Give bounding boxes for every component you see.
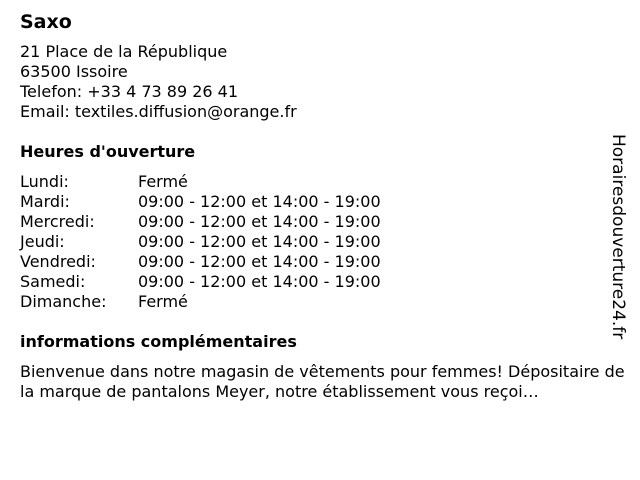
address-city: 63500 Issoire (20, 62, 128, 81)
opening-hours-heading: Heures d'ouverture (20, 142, 196, 161)
hours-value: 09:00 - 12:00 et 14:00 - 19:00 (138, 252, 381, 271)
email-label: Email: (20, 102, 70, 121)
business-card (20, 0, 632, 402)
hours-value: Fermé (138, 172, 188, 191)
hours-value: 09:00 - 12:00 et 14:00 - 19:00 (138, 272, 381, 291)
hours-value: 09:00 - 12:00 et 14:00 - 19:00 (138, 232, 381, 251)
hours-value: Fermé (138, 292, 188, 311)
hours-row-jeudi (20, 232, 632, 252)
day-label: Vendredi: (20, 252, 96, 271)
day-label: Samedi: (20, 272, 86, 291)
day-label: Dimanche: (20, 292, 107, 311)
address-street: 21 Place de la République (20, 42, 228, 61)
hours-row-samedi (20, 272, 632, 292)
hours-row-mercredi (20, 212, 632, 232)
email-row (20, 102, 632, 122)
hours-row-vendredi (20, 252, 632, 272)
day-label: Lundi: (20, 172, 69, 191)
email-link[interactable]: textiles.diffusion@orange.fr (74, 102, 297, 121)
hours-value: 09:00 - 12:00 et 14:00 - 19:00 (138, 192, 381, 211)
phone-number[interactable]: Telefon: +33 4 73 89 26 41 (20, 82, 239, 101)
opening-hours-table (20, 172, 632, 312)
additional-info-text: Bienvenue dans notre magasin de vêtements pour femmes! Dépositaire de la marque de pantalons Meyer, notre établissement vous reçoi… (20, 362, 625, 401)
site-watermark: Horairesdouverture24.fr (608, 134, 628, 340)
day-label: Mercredi: (20, 212, 95, 231)
day-label: Jeudi: (20, 232, 65, 251)
day-label: Mardi: (20, 192, 70, 211)
hours-row-dimanche (20, 292, 632, 312)
hours-row-lundi (20, 172, 632, 192)
hours-row-mardi (20, 192, 632, 212)
additional-info-heading: informations complémentaires (20, 332, 297, 351)
hours-value: 09:00 - 12:00 et 14:00 - 19:00 (138, 212, 381, 231)
business-name: Saxo (20, 11, 72, 33)
